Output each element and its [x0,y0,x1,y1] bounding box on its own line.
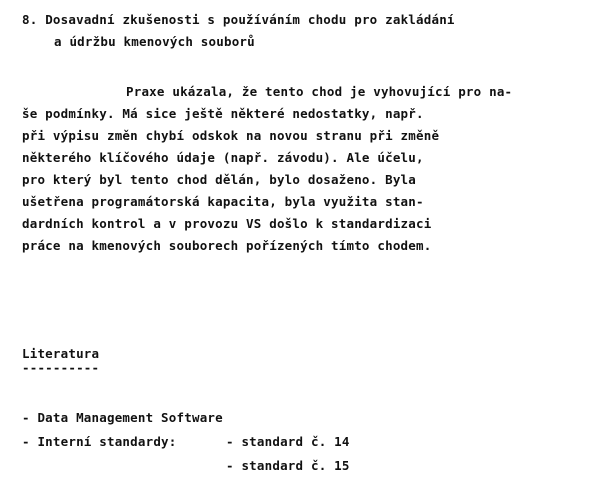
section-heading-line1 [22,12,455,28]
reference-subitem: - standard č. 15 [226,458,350,473]
paragraph-line: Praxe ukázala, že tento chod je vyhovující pro na- [126,84,513,99]
paragraph-line: práce na kmenových souborech pořízených tímto chodem. [22,238,432,253]
reference-item-label: - Interní standardy: [22,434,177,449]
section-title-line1: Dosavadní zkušenosti s používáním chodu pro zakládání [45,12,455,27]
reference-item: - Data Management Software [22,410,223,425]
section-number: 8. [22,12,38,27]
paragraph-line: še podmínky. Má sice ještě některé nedostatky, např. [22,106,424,121]
paragraph-line: pro který byl tento chod dělán, bylo dosaženo. Byla [22,172,417,187]
paragraph-line: některého klíčového údaje (např. závodu). Ale účelu, [22,150,424,165]
paragraph-line: ušetřena programátorská kapacita, byla využita stan- [22,194,424,209]
paragraph-line: dardních kontrol a v provozu VS došlo k standardizaci [22,216,432,231]
literature-heading: Literatura [22,346,100,361]
reference-subitem: - standard č. 14 [226,434,350,449]
section-title-line2: a údržbu kmenových souborů [54,34,255,49]
paragraph-line: při výpisu změn chybí odskok na novou stranu při změně [22,128,440,143]
literature-underline: ---------- [22,360,100,375]
